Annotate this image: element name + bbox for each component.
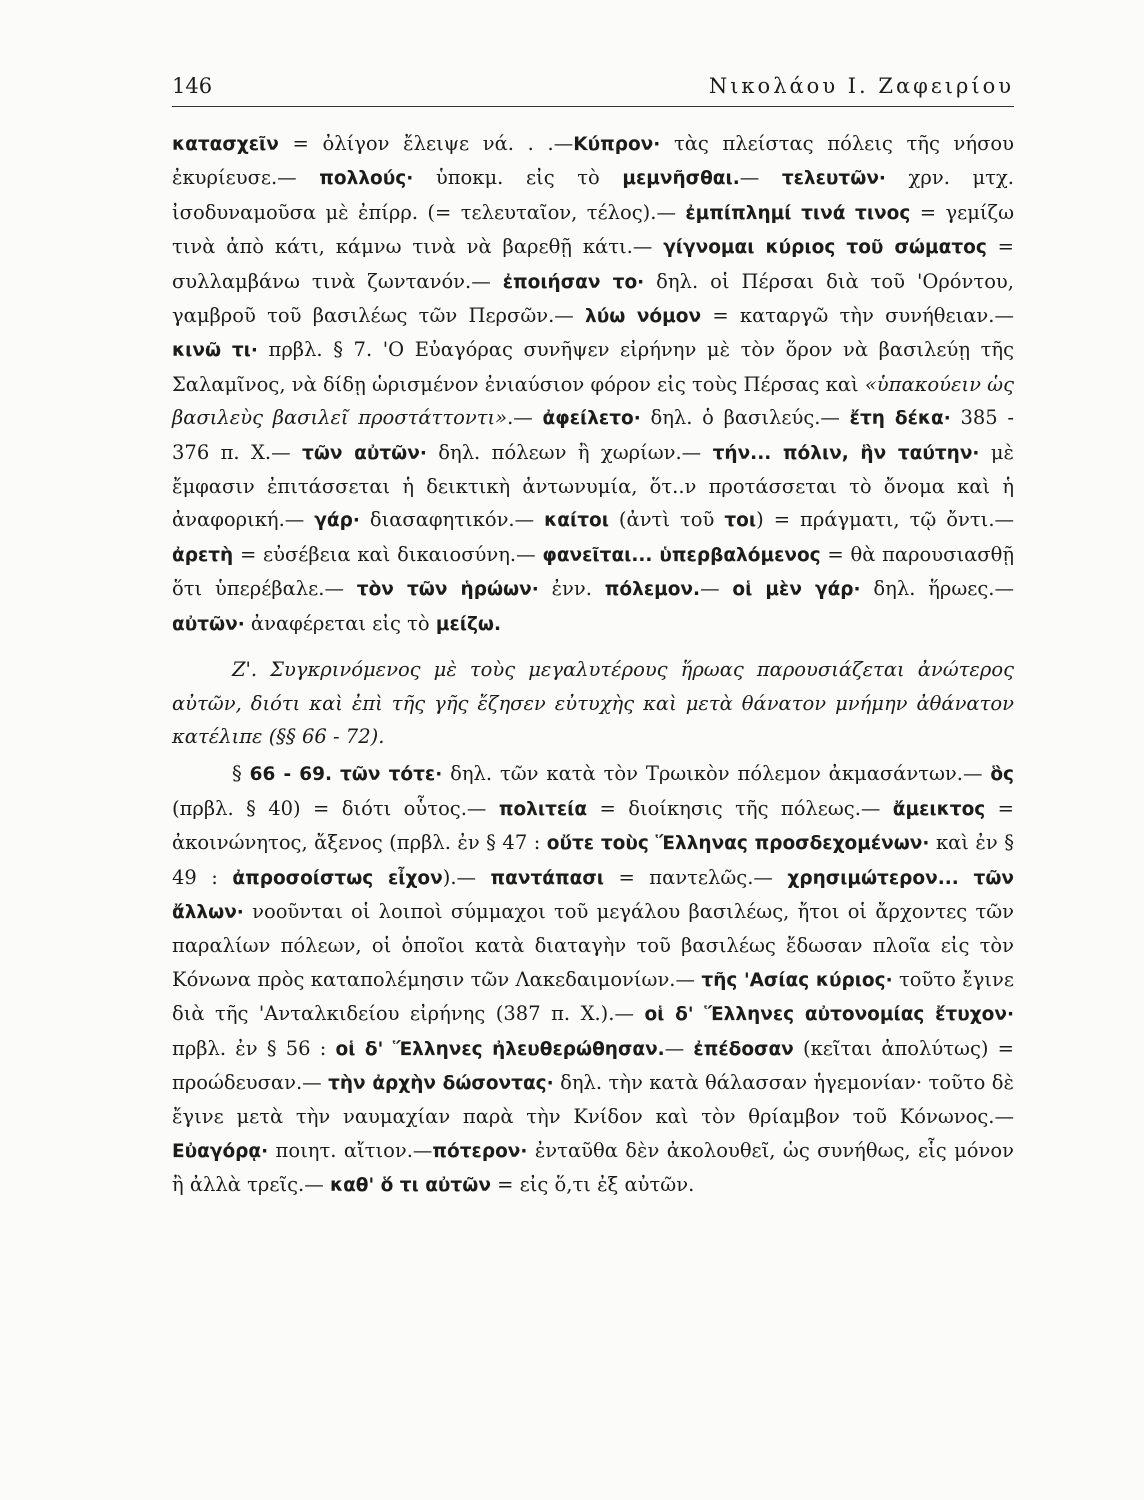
text-run: = θὰ παρουσιασθῇ ὅτι ὑπερέβαλε.— xyxy=(172,542,1015,601)
lemma-term: λύω νόμον xyxy=(585,306,702,328)
lemma-term: ὃς xyxy=(990,764,1015,786)
text-run: (ἀντὶ τοῦ xyxy=(608,508,725,532)
text-run: (πρβλ. § 40) = διότι οὗτος.— xyxy=(172,796,499,820)
lemma-term: τῶν τότε· xyxy=(339,764,443,786)
lemma-term: πολιτεία xyxy=(498,798,588,820)
page-number: 146 xyxy=(172,74,213,98)
lemma-term: χρησιμώτερον... τῶν ἄλλων· xyxy=(172,867,1015,923)
text-run: — xyxy=(664,1036,694,1060)
text-run: .— xyxy=(507,406,543,430)
text-run: μὲ ἔμφασιν ἐπιτάσσεται ἡ δεικτικὴ ἀντωνυμία, ὅτ..ν προτάσσεται τὸ ὄνομα καὶ ἡ ἀναφορική.— xyxy=(172,440,1014,532)
lemma-term: Εὐαγόρᾳ· xyxy=(172,1140,269,1162)
lemma-term: αὐτῶν· xyxy=(172,613,245,635)
lemma-term: ἄμεικτος xyxy=(892,798,986,820)
lemma-term: μείζω. xyxy=(435,613,501,635)
lemma-term: ἔτη δέκα· xyxy=(849,408,951,430)
text-run: ὑποκμ. εἰς τὸ xyxy=(413,166,623,190)
text-run: ).— xyxy=(442,865,491,889)
text-run: § xyxy=(232,762,250,786)
lemma-term: τοι xyxy=(724,510,757,532)
lemma-term: φανεῖται... ὑπερβαλόμενος xyxy=(542,544,821,566)
text-run: ποιητ. αἴτιον.— xyxy=(268,1138,433,1162)
italic-text: «ὑπακούειν ὡς βασιλεὺς βασιλεῖ προστάττοντι» xyxy=(172,372,1014,430)
text-run: πρβλ. ἐν § 56 : xyxy=(172,1036,336,1060)
text-run: 385 - 376 π. Χ.— xyxy=(172,406,1014,464)
lemma-term: μεμνῆσθαι. xyxy=(622,168,740,190)
text-run: δηλ. τὴν κατὰ θάλασσαν ἡγεμονίαν· τοῦτο δὲ ἔγινε μετὰ τὴν ναυμαχίαν παρὰ τὴν Κνίδον καὶ τὸν θρίαμβον τοῦ Κόνωνος.— xyxy=(172,1070,1014,1129)
lemma-term: τὴν ἀρχὴν δώσοντας· xyxy=(328,1072,554,1094)
text-run: = ἀκοινώνητος, ἄξενος (πρβλ. ἐν § 47 : xyxy=(172,796,1014,855)
lemma-term: ἐμπίπλημί τινά τινος xyxy=(685,202,911,224)
commentary-paragraph xyxy=(172,127,1014,641)
lemma-term: οὔτε τοὺς Ἕλληνας προσδεχομένων· xyxy=(546,833,930,855)
lemma-term: καίτοι xyxy=(544,510,609,532)
text-run: = καταργῶ τὴν συνήθειαν.— xyxy=(701,304,1014,328)
lemma-term: τῶν αὐτῶν· xyxy=(302,442,427,464)
lemma-term: οἱ μὲν γάρ· xyxy=(732,579,861,601)
text-run: δηλ. τῶν κατὰ τὸν Τρωικὸν πόλεμον ἀκμασάντων.— xyxy=(442,762,991,786)
italic-text: Ζ'. Συγκρινόμενος μὲ τοὺς μεγαλυτέρους ἥρωας παρουσιάζεται ἀνώτερος αὐτῶν, διότι καὶ ἐπὶ τῆς γῆς ἔζησεν εὐτυχὴς καὶ μετὰ θάνατον μνήμην ἀθάνατον κατέλιπε (§§ 66 - 72). xyxy=(172,658,1014,748)
text-run: νοοῦνται οἱ λοιποὶ σύμμαχοι τοῦ μεγάλου βασιλέως, ἤτοι οἱ ἄρχοντες τῶν παραλίων πόλεων, οἱ ὁποῖοι κατὰ διαταγὴν τοῦ βασιλέως ἔδωσαν πλοῖα εἰς τὸν Κόνωνα πρὸς καταπολέμησιν τῶν Λακεδαιμονίων.— xyxy=(172,899,1014,991)
text-run: = παντελῶς.— xyxy=(603,865,788,889)
lemma-term: τὸν τῶν ἡρώων· xyxy=(356,579,539,601)
lemma-term: οἱ δ' Ἕλληνες ἠλευθερώθησαν. xyxy=(335,1038,665,1060)
lemma-term: γάρ· xyxy=(314,510,360,532)
text-run: δηλ. ὁ βασιλεύς.— xyxy=(640,406,850,430)
section-summary-paragraph xyxy=(172,653,1014,753)
text-run: χρν. μτχ. ἰσοδυναμοῦσα μὲ ἐπίρρ. (= τελευταῖον, τέλος).— xyxy=(172,166,1014,224)
lemma-term: Κύπρον· xyxy=(573,134,661,155)
text-run: δηλ. ἥρωες.— xyxy=(860,577,1014,601)
text-run: = ὀλίγον ἔλειψε νά. . .— xyxy=(278,132,574,155)
lemma-term: κατασχεῖν xyxy=(172,134,279,155)
lemma-term: πόλεμον. xyxy=(604,579,701,601)
lemma-term: ἀφείλετο· xyxy=(542,408,641,430)
text-run: ) = πράγματι, τῷ ὄντι.— xyxy=(756,508,1015,532)
lemma-term: ἀρετὴ xyxy=(172,544,234,566)
text-run: — xyxy=(700,577,733,601)
lemma-term: τῆς 'Ασίας κύριος· xyxy=(701,969,893,991)
text-run: ἀναφέρεται εἰς τὸ xyxy=(244,611,436,635)
text-run: δηλ. πόλεων ἢ χωρίων.— xyxy=(426,440,713,464)
text-run: ἐνταῦθα δὲν ἀκολουθεῖ, ὡς συνήθως, εἷς μόνον ἢ ἀλλὰ τρεῖς.— xyxy=(172,1138,1014,1197)
lemma-term: κινῶ τι· xyxy=(172,340,258,362)
lemma-term: ἀπροσοίστως εἶχον xyxy=(232,867,443,889)
lemma-term: τήν... πόλιν, ἣν ταύτην· xyxy=(712,442,980,464)
commentary-paragraph xyxy=(172,757,1014,1202)
lemma-term: τελευτῶν· xyxy=(781,168,886,190)
body-text xyxy=(172,127,1014,1203)
lemma-term: ἐποιήσαν το· xyxy=(502,271,645,293)
text-run: διασαφητικόν.— xyxy=(359,508,545,532)
text-run: = διοίκησις τῆς πόλεως.— xyxy=(587,796,893,820)
text-run: = γεμίζω τινὰ ἀπὸ κάτι, κάμνω τινὰ νὰ βαρεθῇ κάτι.— xyxy=(172,200,1015,259)
text-run: = εὐσέβεια καὶ δικαιοσύνη.— xyxy=(233,542,543,566)
text-run: δηλ. οἱ Πέρσαι διὰ τοῦ 'Ορόντου, γαμβροῦ τοῦ βασιλέως τῶν Περσῶν.— xyxy=(172,269,1014,328)
text-run: τὰς πλείστας πόλεις τῆς νήσου ἐκυρίευσε.— xyxy=(172,132,1015,190)
text-run: = συλλαμβάνω τινὰ ζωντανόν.— xyxy=(172,235,1014,293)
text-run: πρβλ. § 7. 'Ο Εὐαγόρας συνῆψεν εἰρήνην μὲ τὸν ὅρον νὰ βασιλεύῃ τῆς Σαλαμῖνος, νὰ δίδῃ ὡρισμένον ἐνιαύσιον φόρον εἰς τοὺς Πέρσας καὶ xyxy=(172,338,1015,396)
lemma-term: καθ' ὅ τι αὐτῶν xyxy=(329,1175,491,1197)
text-run: καὶ ἐν § 49 : xyxy=(172,831,1014,889)
text-run xyxy=(332,762,340,785)
lemma-term: γίγνομαι κύριος τοῦ σώματος xyxy=(663,237,987,259)
lemma-term: πολλούς· xyxy=(319,168,414,190)
lemma-term: πότερον· xyxy=(432,1140,528,1162)
lemma-term: παντάπασι xyxy=(490,867,604,889)
lemma-term: 66 - 69. xyxy=(249,764,333,786)
running-title: Νικολάου Ι. Ζαφειρίου xyxy=(708,74,1014,98)
text-run: — xyxy=(739,166,782,190)
text-run: ἐνν. xyxy=(538,577,605,601)
text-run: τοῦτο ἔγινε διὰ τῆς 'Ανταλκιδείου εἰρήνης (387 π. Χ.).— xyxy=(172,967,1014,1026)
lemma-term: οἱ δ' Ἕλληνες αὐτονομίας ἔτυχον· xyxy=(644,1004,1014,1026)
text-run: (κεῖται ἀπολύτως) = προώδευσαν.— xyxy=(172,1036,1015,1094)
lemma-term: ἐπέδοσαν xyxy=(693,1038,794,1060)
text-run: = εἰς ὅ,τι ἐξ αὐτῶν. xyxy=(490,1173,695,1197)
running-header xyxy=(172,70,1014,107)
